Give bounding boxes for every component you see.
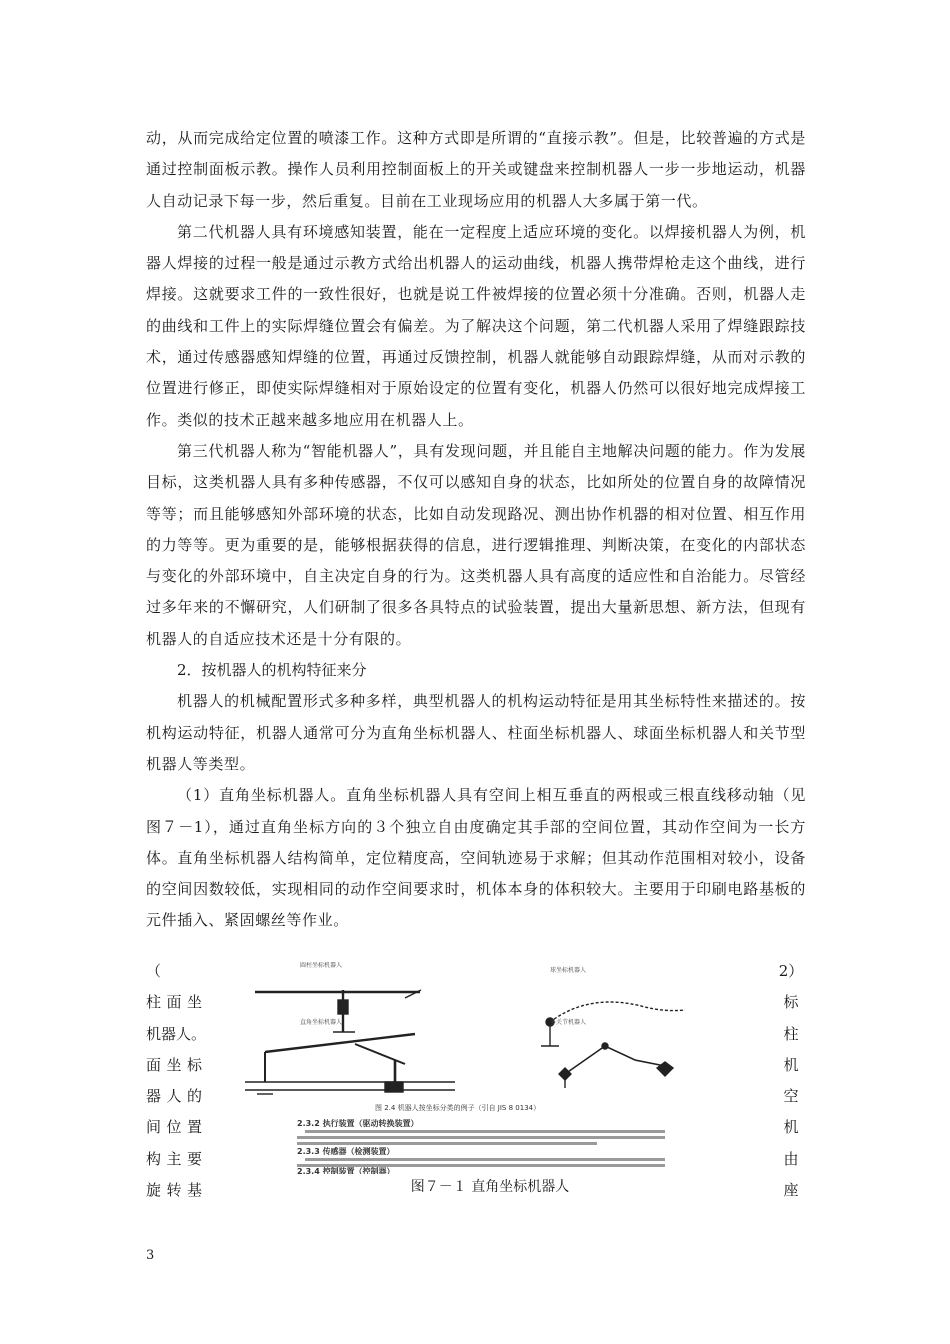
paragraph-cartesian-robot: （1）直角坐标机器人。直角坐标机器人具有空间上相互垂直的两根或三根直线移动轴（见图７－1），通过直角坐标方向的３个独立自由度确定其手部的空间位置，其动作空间为一长方体。直角坐标机器人结构简单，定位精度高，空间轨迹易于求解；但其动作范围相对较小，设备的空间因数较低，实现相同的动作空间要求时，机体本身的体积较大。主要用于印刷电路基板的元件插入、紧固螺丝等作业。 bbox=[146, 786, 806, 930]
body-text bbox=[146, 123, 806, 937]
figure-scan-image bbox=[245, 962, 735, 1174]
articulated-robot-arm bbox=[565, 1046, 665, 1074]
wrap-left-line: 柱面坐 bbox=[146, 993, 202, 1012]
wrapped-text-left bbox=[146, 956, 207, 1206]
figure-cartesian-robot bbox=[245, 962, 735, 1202]
scan-text-blur bbox=[305, 1158, 665, 1161]
wrap-left-line: 构主要 bbox=[146, 1149, 202, 1168]
wrapped-text-right bbox=[774, 956, 808, 1206]
wrap-right-line: 机 bbox=[783, 1118, 799, 1137]
wrap-right-line: 柱 bbox=[783, 1024, 799, 1043]
paragraph-mechanism-types: 机器人的机械配置形式多种多样，典型机器人的机构运动特征是用其坐标特性来描述的。按机构运动特征，机器人通常可分为直角坐标机器人、柱面坐标机器人、球面坐标机器人和关节型机器人等类型。 bbox=[146, 692, 806, 773]
scan-label-text: 球坐标机器人 bbox=[550, 967, 587, 974]
articulated-robot-elbow bbox=[602, 1043, 608, 1049]
figure-caption: 图７－１ 直角坐标机器人 bbox=[410, 1179, 570, 1195]
cartesian-robot-crossbar bbox=[355, 1044, 405, 1064]
wrap-right-line: 机 bbox=[783, 1055, 799, 1074]
page-number: 3 bbox=[146, 1248, 155, 1263]
wrap-left-line: 机器人。 bbox=[146, 1024, 207, 1043]
cylindrical-robot-carriage bbox=[338, 1000, 348, 1014]
wrap-left-line: （ bbox=[146, 962, 162, 980]
wrap-left-line: 器人的 bbox=[146, 1087, 202, 1106]
section-heading: 2．按机器人的机构特征来分 bbox=[177, 661, 367, 680]
paragraph-third-generation: 第三代机器人称为“智能机器人”，具有发现问题，并且能自主地解决问题的能力。作为发展目标，这类机器人具有多种传感器，不仅可以感知自身的状态，比如所处的位置自身的故障情况等等；而且能够感知外部环境的状态，比如自动发现路况、测出协作机器的相对位置、相互作用的力等等。更为重要的是，能够根据获得的信息，进行逻辑推理、判断决策，在变化的内部状态与变化的外部环境中，自主决定自身的行为。这类机器人具有高度的适应性和自治能力。尽管经过多年来的不懈研究，人们研制了很多各具特点的试验装置，提出大量新思想、新方法，但现有机器人的自适应技术还是十分有限的。 bbox=[146, 441, 806, 648]
wrap-right-line: 标 bbox=[783, 993, 799, 1012]
wrap-left-line: 旋转基 bbox=[146, 1181, 202, 1200]
articulated-robot-base-joint bbox=[559, 1068, 571, 1080]
scan-text-blur bbox=[297, 1136, 665, 1139]
scan-text-blur bbox=[297, 1142, 597, 1145]
cartesian-robot-tool bbox=[385, 1082, 403, 1092]
scan-text-blur bbox=[305, 1130, 665, 1133]
wrap-right-line: 座 bbox=[783, 1181, 799, 1200]
scan-label-text: 圆柱坐标机器人 bbox=[300, 962, 343, 969]
paragraph-first-generation: 动，从而完成给定位置的喷漆工作。这种方式即是所谓的“直接示教”。但是，比较普遍的方式是通过控制面板示教。操作人员利用控制面板上的开关或键盘来控制机器人一步一步地运动，机器人自动记录下每一步，然后重复。目前在工业现场应用的机器人大多属于第一代。 bbox=[146, 129, 806, 210]
wrap-left-line: 面坐标 bbox=[146, 1055, 202, 1074]
scan-figure-caption: 图 2.4 机器人按坐标分类的例子（引自 JIS 8 0134） bbox=[375, 1104, 541, 1112]
scan-section-title: 2.3.4 控制装置（控制器） bbox=[297, 1167, 395, 1174]
scan-label-text: 直角坐标机器人 bbox=[300, 1019, 343, 1026]
wrap-right-line: 2） bbox=[778, 962, 804, 980]
paragraph-second-generation: 第二代机器人具有环境感知装置，能在一定程度上适应环境的变化。以焊接机器人为例，机器人焊接的过程一般是通过示教方式给出机器人的运动曲线，机器人携带焊枪走这个曲线，进行焊接。这就要求工件的一致性很好，也就是说工件被焊接的位置必须十分准确。否则，机器人走的曲线和工件上的实际焊缝位置会有偏差。为了解决这个问题，第二代机器人采用了焊缝跟踪技术，通过传感器感知焊缝的位置，再通过反馈控制，机器人就能够自动跟踪焊缝，从而对示教的位置进行修正，即使实际焊缝相对于原始设定的位置有变化，机器人仍然可以很好地完成焊接工作。类似的技术正越来越多地应用在机器人上。 bbox=[146, 222, 806, 429]
scan-section-title: 2.3.3 传感器（检测装置） bbox=[297, 1147, 395, 1156]
wrap-right-line: 空 bbox=[783, 1087, 799, 1106]
wrap-left-line: 间位置 bbox=[146, 1118, 202, 1137]
scan-label-text: 多关节机器人 bbox=[550, 1019, 587, 1026]
wrap-right-line: 由 bbox=[783, 1149, 799, 1168]
cartesian-robot-beam bbox=[265, 1034, 415, 1052]
scan-section-title: 2.3.2 执行装置（驱动转换装置） bbox=[297, 1119, 419, 1128]
